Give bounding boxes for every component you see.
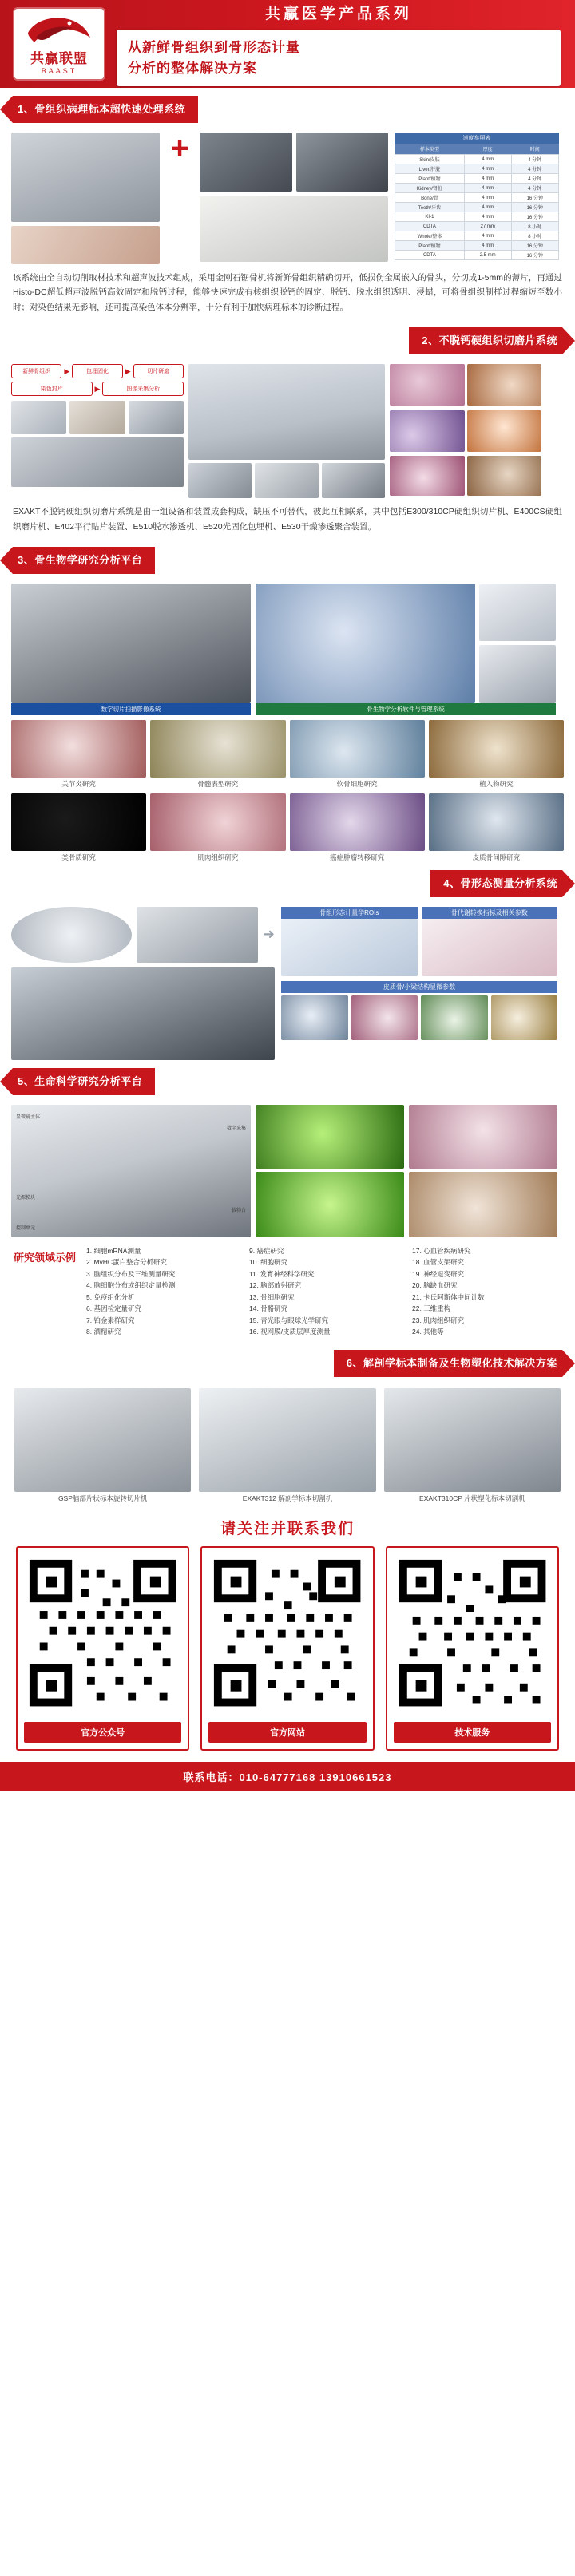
research-item: 23. 肌肉组织研究 xyxy=(412,1316,465,1324)
grinding-machine-photo xyxy=(11,437,184,487)
company-logo xyxy=(14,9,104,79)
cell: 16 分钟 xyxy=(511,193,558,203)
product-caption-3: EXAKT310CP 片状塑化标本切割机 xyxy=(419,1494,525,1503)
section-5-title xyxy=(13,1068,155,1095)
arrow-right-icon: ➜ xyxy=(262,926,275,943)
section-3-top xyxy=(0,579,575,715)
embedding-photo-3 xyxy=(129,401,184,434)
col-header-0: 样本类型 xyxy=(395,144,465,155)
arthritis-caption: 关节炎研究 xyxy=(61,779,96,788)
section-3-title xyxy=(13,547,155,574)
section-5-label: 生命科学研究分析平台 xyxy=(34,1074,143,1087)
table-row xyxy=(395,184,559,193)
section2-flow-column xyxy=(11,364,184,498)
microscope-workstation-photo xyxy=(11,584,251,703)
table-row xyxy=(395,155,559,164)
section-1-paragraph: 该系统由全自动切削取材技术和超声波技术组成，采用金刚石锯骨机将新鲜骨组织精确切开，低损伤金属嵌入的骨头，分切成1-5mm的薄片，再通过Histo-DC超低超声波脱钙高效固定和脱钙过程，能够快速完成有核组织脱钙的固定、脱钙、脱水组织透明、浸蜡，可将骨组织制样过程缩短至数小时；对染色结果无影响，还可提高染色体本分辨率，十分有利于加快病理标本的诊断进程。 xyxy=(13,273,562,312)
research-item: 8. 酒精研究 xyxy=(86,1328,121,1336)
section-1-index: 1、 xyxy=(18,103,35,115)
turnover-chart-title: 骨代谢转换指标及相关参数 xyxy=(422,907,558,919)
muscle-caption: 肌肉组织研究 xyxy=(197,853,239,861)
section4-left-column xyxy=(11,907,275,1060)
cell: 27 mm xyxy=(464,222,511,231)
section2-lab-column xyxy=(188,364,385,498)
research-card-cartilage xyxy=(290,720,425,789)
research-column-2 xyxy=(249,1245,401,1338)
cell: 4 分钟 xyxy=(511,155,558,164)
cell: 4 mm xyxy=(464,184,511,193)
cell: Teeth/牙齿 xyxy=(395,203,465,212)
cell: 16 分钟 xyxy=(511,251,558,260)
section-3-index: 3、 xyxy=(18,553,35,566)
research-item: 5. 免疫组化分析 xyxy=(86,1292,135,1301)
cell: CDTA xyxy=(395,251,465,260)
cell: Skin/皮肤 xyxy=(395,155,465,164)
qr-code-row xyxy=(0,1546,575,1751)
section2-histology-grid xyxy=(390,364,541,498)
section-2-paragraph: EXAKT不脱钙硬组织切磨片系统是由一组设备和装置成套构成，缺压不可替代，彼此互相联系，其中包括E300/310CP硬组织切片机、E400CS硬组织磨片机、E402平行贴片装置、E510脱水渗透机、E520光固化包埋机、E530干燥渗透聚合装置。 xyxy=(13,507,562,532)
cell: Whole/整体 xyxy=(395,231,465,241)
embedding-photo-1 xyxy=(11,401,66,434)
research-item: 6. 基因检定量研究 xyxy=(86,1304,141,1313)
section-2-label: 不脱钙硬组织切磨片系统 xyxy=(438,334,557,347)
cell: 4 mm xyxy=(464,174,511,184)
research-card-marrow xyxy=(150,720,285,789)
research-item: 10. 细胞研究 xyxy=(249,1258,288,1267)
cell: 16 分钟 xyxy=(511,241,558,251)
cortical-caption: 皮质骨间隙研究 xyxy=(472,853,521,861)
research-column-1 xyxy=(86,1245,238,1338)
cell: 16 分钟 xyxy=(511,203,558,212)
cell: Kidney/肾脏 xyxy=(395,184,465,193)
product-caption-2: EXAKT312 解剖学标本切割机 xyxy=(242,1494,333,1503)
flow-step-5: 图像采集分析 xyxy=(102,382,184,396)
marrow-caption: 骨髓表型研究 xyxy=(197,779,239,788)
tissue-section-image-1 xyxy=(409,1105,557,1169)
bone-analysis-screenshot xyxy=(256,584,475,703)
histo-dc-device-photo xyxy=(200,196,388,262)
histology-image-1 xyxy=(390,364,465,406)
qr-card-service[interactable] xyxy=(386,1546,559,1751)
cell: Bone/骨 xyxy=(395,193,465,203)
section-6-label: 解剖学标本制备及生物塑化技术解决方案 xyxy=(363,1357,557,1370)
flow-step-4: 染色封片 xyxy=(11,382,93,396)
qr-code-service xyxy=(394,1554,551,1715)
research-item: 7. 铂金素样研究 xyxy=(86,1316,135,1324)
cortical-sample-4 xyxy=(491,995,558,1040)
exakt310cp-photo xyxy=(384,1388,561,1492)
cell: KI-1 xyxy=(395,212,465,222)
section-bar-3 xyxy=(0,547,575,574)
cell: Liver/肝脏 xyxy=(395,164,465,174)
table-header-row xyxy=(395,144,559,155)
flow-step-1: 新鲜骨组织 xyxy=(11,364,61,378)
analysis-detail-1 xyxy=(479,584,556,641)
processor-chamber-photo xyxy=(296,133,389,192)
logo-eagle-icon xyxy=(25,14,93,46)
section-1-title xyxy=(13,96,198,123)
product-card-2 xyxy=(199,1388,375,1503)
stereology-system-photo xyxy=(11,1105,251,1237)
callout-label-5: 控制单元 xyxy=(16,1225,36,1231)
section-6-index: 6、 xyxy=(346,1357,363,1370)
arthritis-image xyxy=(11,720,146,778)
section-1-label: 骨组织病理标本超快速处理系统 xyxy=(34,103,186,115)
research-item: 22. 三维重构 xyxy=(412,1304,451,1313)
logo-name-en: BAAST xyxy=(41,66,77,75)
research-fields-block xyxy=(0,1237,575,1338)
speed-table-body xyxy=(395,155,559,260)
research-item: 24. 其他等 xyxy=(412,1328,444,1336)
research-item: 18. 血管支架研究 xyxy=(412,1258,465,1267)
gsp-slicer-photo xyxy=(14,1388,191,1492)
qr-code-website xyxy=(208,1554,366,1715)
histology-image-6 xyxy=(467,456,542,496)
implant-caption: 植入物研究 xyxy=(479,779,514,788)
cell: 2.5 mm xyxy=(464,251,511,260)
speed-table-title: 速度参照表 xyxy=(395,133,559,144)
speed-table-wrap xyxy=(395,133,559,260)
section-1-content xyxy=(0,128,575,264)
product-caption-1: GSP脑部片状标本旋转切片机 xyxy=(58,1494,148,1503)
section-2-content xyxy=(0,359,575,498)
exakt-lab-bench-photo xyxy=(188,364,385,460)
cell: 8 小时 xyxy=(511,231,558,241)
section-6-content xyxy=(0,1382,575,1503)
chevron-left-icon-3 xyxy=(0,547,13,574)
section-4-content xyxy=(0,902,575,1060)
cell: 4 分钟 xyxy=(511,174,558,184)
cell: 4 mm xyxy=(464,203,511,212)
poster-series-title: 共赢医学产品系列 xyxy=(264,6,412,22)
section1-device-left xyxy=(11,133,160,264)
exakt-device-photo-1 xyxy=(188,463,252,498)
research-column-3 xyxy=(412,1245,564,1338)
cell: 4 mm xyxy=(464,193,511,203)
research-item: 21. 卡氏阿斯体中间计数 xyxy=(412,1292,485,1301)
chevron-left-icon-1 xyxy=(0,96,13,123)
cortical-sample-3 xyxy=(421,995,488,1040)
table-row xyxy=(395,222,559,231)
embedding-photo-2 xyxy=(69,401,125,434)
table-row xyxy=(395,231,559,241)
stereology-system-photo-wrap xyxy=(11,1105,251,1237)
header-text-block xyxy=(117,2,561,86)
microscope-photo xyxy=(11,967,275,1060)
turnover-chart xyxy=(422,919,558,976)
research-item: 16. 视网膜/皮质层厚度测量 xyxy=(249,1328,331,1336)
col-header-2: 时间 xyxy=(511,144,558,155)
bone-sample-photo xyxy=(11,226,160,264)
section-bar-2 xyxy=(0,327,575,354)
callout-label-2: 数字采集 xyxy=(226,1126,246,1131)
research-item: 3. 脑组织分布及三维测量研究 xyxy=(86,1269,176,1278)
flow-row-2 xyxy=(11,382,184,396)
research-item: 4. 脑细胞分布或组织定量检测 xyxy=(86,1281,176,1290)
section-4-index: 4、 xyxy=(443,876,461,889)
research-item: 19. 神经退变研究 xyxy=(412,1269,465,1278)
cartilage-image xyxy=(290,720,425,778)
sample-disc-photo xyxy=(11,907,132,963)
cell: 16 分钟 xyxy=(511,212,558,222)
chevron-right-icon-2 xyxy=(562,327,575,354)
research-item: 11. 发育神经科学研究 xyxy=(249,1269,315,1278)
cell: CDTA xyxy=(395,222,465,231)
cell: 4 mm xyxy=(464,231,511,241)
table-row xyxy=(395,212,559,222)
plus-separator xyxy=(166,133,193,164)
implant-image xyxy=(429,720,564,778)
flow-step-3: 切片研磨 xyxy=(133,364,184,378)
osteoid-image xyxy=(11,793,146,851)
flow-step-2: 包埋固化 xyxy=(72,364,122,378)
roi-chart-title: 骨组形态计量学ROIs xyxy=(281,907,418,919)
col-header-1: 厚度 xyxy=(464,144,511,155)
3d-reconstruction-image xyxy=(256,1172,404,1237)
cell: 4 分钟 xyxy=(511,164,558,174)
contact-title: 请关注并联系我们 xyxy=(220,1520,355,1537)
callout-label-4: 载物台 xyxy=(231,1208,246,1213)
poster-title-line1: 从新鲜骨组织到骨形态计量 xyxy=(128,40,300,55)
section-2-title xyxy=(409,327,562,354)
section-5-index: 5、 xyxy=(18,1074,35,1087)
tumor-caption: 癌症肿瘤转移研究 xyxy=(330,853,385,861)
chevron-right-icon-6 xyxy=(562,1350,575,1377)
cortical-sample-2 xyxy=(351,995,418,1040)
research-item: 12. 脑部放射研究 xyxy=(249,1281,302,1290)
section-2-index: 2、 xyxy=(422,334,439,347)
arrow-right-icon: ▶ xyxy=(64,366,70,375)
section5-mid-column xyxy=(256,1105,404,1237)
tissue-section-image-2 xyxy=(409,1172,557,1237)
chevron-left-icon-5 xyxy=(0,1068,13,1095)
histology-image-4 xyxy=(467,410,542,452)
table-row xyxy=(395,193,559,203)
section-5-content xyxy=(0,1100,575,1237)
research-item: 9. 癌症研究 xyxy=(249,1246,284,1255)
section-bar-4 xyxy=(0,870,575,897)
section-3-row-1 xyxy=(0,715,575,789)
osteoid-caption: 类骨质研究 xyxy=(61,853,96,861)
section1-device-mid xyxy=(200,133,388,262)
bone-saw-photo xyxy=(11,133,160,222)
qr-label-wechat[interactable]: 官方公众号 xyxy=(24,1722,181,1743)
cartilage-caption: 软骨细胞研究 xyxy=(336,779,378,788)
research-item: 2. MvHC蛋白整合分析研究 xyxy=(86,1258,168,1267)
callout-label-1: 显微镜主体 xyxy=(16,1114,41,1120)
plus-icon: + xyxy=(170,131,189,166)
cell: 4 mm xyxy=(464,241,511,251)
cell: Plant/植物 xyxy=(395,174,465,184)
section-3-label: 骨生物学研究分析平台 xyxy=(34,553,143,566)
research-card-cortical xyxy=(429,793,564,862)
speed-reference-table xyxy=(395,144,559,260)
research-item: 1. 细胞mRNA测量 xyxy=(86,1246,141,1255)
analysis-detail-2 xyxy=(479,645,556,703)
research-card-osteoid xyxy=(11,793,146,862)
scanner-system-banner: 数字切片扫描影像系统 xyxy=(11,703,251,715)
roi-diagram xyxy=(281,919,418,976)
qr-card-wechat[interactable] xyxy=(16,1546,189,1751)
cortical-params-title: 皮质骨/小梁结构显微参数 xyxy=(281,981,557,993)
histology-image-2 xyxy=(467,364,542,406)
chevron-right-icon-4 xyxy=(562,870,575,897)
cell: 4 mm xyxy=(464,155,511,164)
section4-right-column xyxy=(281,907,557,1060)
research-fields-columns xyxy=(86,1245,564,1338)
section-4-title xyxy=(430,870,562,897)
cortical-sample-1 xyxy=(281,995,348,1040)
table-row xyxy=(395,203,559,212)
tumor-image xyxy=(290,793,425,851)
section-bar-5 xyxy=(0,1068,575,1095)
research-card-implant xyxy=(429,720,564,789)
qr-code-wechat xyxy=(24,1554,181,1715)
arrow-right-icon: ▶ xyxy=(94,384,101,393)
table-row xyxy=(395,241,559,251)
exakt-device-photo-2 xyxy=(255,463,318,498)
product-card-3 xyxy=(384,1388,561,1503)
cell-segmentation-image xyxy=(256,1105,404,1169)
section-4-label: 骨形态测量分析系统 xyxy=(460,876,557,889)
processor-interior-photo xyxy=(200,133,292,192)
table-row xyxy=(395,251,559,260)
arrow-right-icon: ▶ xyxy=(125,366,131,375)
research-card-tumor xyxy=(290,793,425,862)
product-card-1 xyxy=(14,1388,191,1503)
cell: 4 mm xyxy=(464,164,511,174)
research-fields-title: 研究领域示例 xyxy=(13,1251,76,1264)
research-card-arthritis xyxy=(11,720,146,789)
section5-right-column xyxy=(409,1105,557,1237)
section-3-row-2 xyxy=(0,789,575,862)
section-bar-6 xyxy=(0,1350,575,1377)
research-item: 13. 骨细胞研究 xyxy=(249,1292,295,1301)
poster-title-line2: 分析的整体解决方案 xyxy=(128,60,257,76)
poster-main-title xyxy=(117,30,561,86)
cortical-image xyxy=(429,793,564,851)
callout-label-3: 光源模块 xyxy=(16,1195,36,1201)
section-bar-1 xyxy=(0,96,575,123)
page-header xyxy=(0,0,575,88)
section-6-title xyxy=(334,1350,562,1377)
research-item: 20. 脑缺血研究 xyxy=(412,1281,458,1290)
muscle-image xyxy=(150,793,285,851)
qr-card-website[interactable] xyxy=(200,1546,374,1751)
research-item: 15. 青光眼与眼球光学研究 xyxy=(249,1316,329,1324)
histology-image-5 xyxy=(390,456,465,496)
qr-label-website[interactable]: 官方网站 xyxy=(208,1722,366,1743)
flow-row-1 xyxy=(11,364,184,378)
research-card-muscle xyxy=(150,793,285,862)
histology-image-3 xyxy=(390,410,465,452)
marrow-image xyxy=(150,720,285,778)
cell: 4 分钟 xyxy=(511,184,558,193)
qr-label-service[interactable]: 技术服务 xyxy=(394,1722,551,1743)
slide-stack-photo xyxy=(137,907,257,963)
cell: Plant/植物 xyxy=(395,241,465,251)
cell: 4 mm xyxy=(464,212,511,222)
table-row xyxy=(395,164,559,174)
logo-name-cn: 共赢联盟 xyxy=(30,50,88,66)
exakt312-photo xyxy=(199,1388,375,1492)
contact-phone-bar: 联系电话：010-64777168 13910661523 xyxy=(0,1762,575,1791)
table-row xyxy=(395,174,559,184)
cell: 8 小时 xyxy=(511,222,558,231)
research-item: 14. 骨骼研究 xyxy=(249,1304,288,1313)
research-item: 17. 心血管疾病研究 xyxy=(412,1246,471,1255)
exakt-device-photo-3 xyxy=(322,463,385,498)
bone-software-banner: 骨生物学分析软件与管理系统 xyxy=(256,703,556,715)
